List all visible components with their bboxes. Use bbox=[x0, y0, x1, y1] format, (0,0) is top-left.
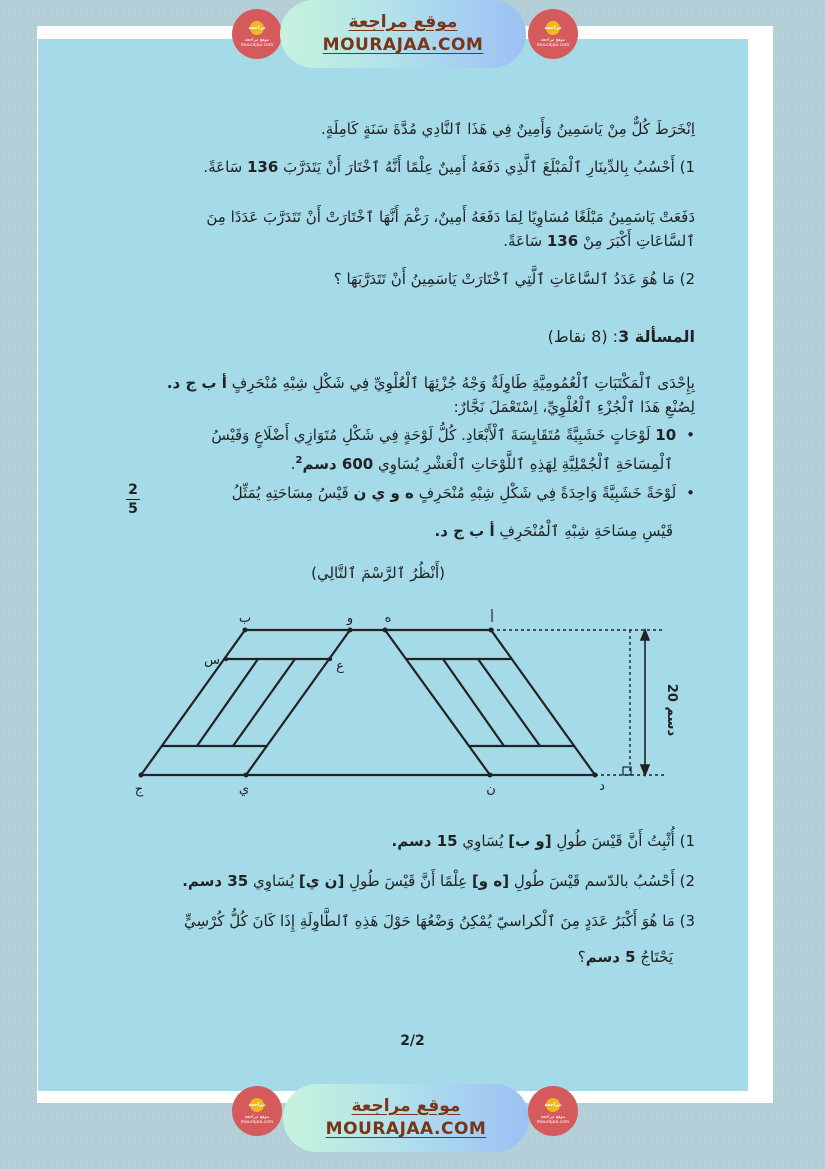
vertex-a bbox=[489, 628, 494, 633]
label-h: ه bbox=[384, 611, 392, 626]
bullet2-text2: قَيْسِ مِسَاحَةِ شِبْهِ ٱلْمُنْحَرِفِ bbox=[494, 522, 673, 540]
question-3-3-line1: 3) مَا هُوَ أَكْبَرُ عَدَدٍ مِنَ ٱلْكراسيّ يُمْكِنُ وَضْعُهَا حَوْلَ هَذِهِ ٱلطَّاوِلَةِ إِذَا كَانَ كُلُّ كُرْسِيٍّ bbox=[183, 912, 695, 930]
vertex-n bbox=[488, 773, 493, 778]
label-c: ج bbox=[134, 782, 144, 797]
small-trapezoid-name: ه و ي ن bbox=[353, 484, 414, 502]
brand-arabic: موقع مراجعة bbox=[348, 12, 458, 32]
trapezoid-name-2: أ ب ج د. bbox=[434, 522, 495, 540]
q1-text: 1) أَحْسُبُ بِالدِّينَارِ ٱلْمَبْلَغَ ٱلَّذِي دَفَعَهُ أَمِينٌ عِلْمًا أَنَّهُ ٱخْتَارَ أَنْ يَتَدَرَّبَ bbox=[278, 158, 695, 176]
paragraph-yasmine-line1: دَفَعَتْ يَاسَمِينُ مَبْلَغًا مُسَاوِيًا لِمَا دَفَعَهُ أَمِينٌ، رَغْمَ أَنَّهَا ٱخْتَارَتْ أَنْ تَتَدَرَّبَ عَدَدًا مِنَ bbox=[206, 208, 695, 226]
logo-badge-text: مراجعة bbox=[248, 24, 266, 31]
fraction-numerator: 2 bbox=[128, 482, 138, 498]
label-n: ن bbox=[486, 782, 496, 797]
q1-mid: يُسَاوِي bbox=[457, 832, 509, 850]
length-35: 35 دسم. bbox=[182, 872, 249, 890]
chair-width: 5 دسم bbox=[585, 948, 636, 966]
vertex-c bbox=[139, 773, 144, 778]
problem-points: : (8 نقاط) bbox=[547, 327, 619, 346]
logo-caption-ar: موقع مراجعة bbox=[244, 1114, 270, 1120]
total-area: 600 دسم bbox=[302, 455, 374, 473]
vertex-d bbox=[593, 773, 598, 778]
vertex-w bbox=[348, 628, 353, 633]
label-w: و bbox=[346, 611, 354, 626]
board-divider-left-2 bbox=[233, 659, 295, 746]
fraction-denominator: 5 bbox=[128, 501, 138, 517]
label-d: د bbox=[599, 779, 605, 794]
vertex-s bbox=[224, 657, 228, 661]
para-text-end: سَاعَةً. bbox=[503, 232, 547, 250]
side-bc bbox=[141, 630, 245, 775]
segment-hw: [ه و] bbox=[471, 872, 510, 890]
segment-wb: [و ب] bbox=[508, 832, 552, 850]
board-divider-right-2 bbox=[478, 659, 540, 746]
intro-text: بِإِحْدَى ٱلْمَكْتَبَاتِ ٱلْعُمُومِيَّةِ طَاوِلَةٌ وَجْهُ جُزْئِهَا ٱلْعُلْوِيِّ فِي شَكْلِ شِبْهِ مُنْحَرِفٍ bbox=[226, 374, 695, 392]
book-icon bbox=[250, 1098, 264, 1112]
brand-logo-right[interactable] bbox=[528, 1086, 578, 1136]
vertex-h bbox=[383, 628, 388, 633]
para-text: ٱلسَّاعَاتِ أَكْبَرَ مِنْ bbox=[578, 232, 695, 250]
bullet2-text-end: قَيْسُ مِسَاحَتِهِ يُمَثِّلُ bbox=[231, 484, 354, 502]
brand-latin: MOURAJAA.COM bbox=[325, 1119, 487, 1139]
logo-badge-text: مراجعة bbox=[544, 1101, 562, 1108]
see-figure-note: (أَنْظُرُ ٱلرَّسْمَ ٱلتَّالِي) bbox=[311, 564, 445, 582]
vertex-e bbox=[328, 657, 332, 661]
brand-latin: MOURAJAA.COM bbox=[322, 35, 484, 55]
logo-badge-text: مراجعة bbox=[544, 24, 562, 31]
logo-caption-en: mourajaa.com bbox=[536, 1119, 570, 1125]
board-divider-left-1 bbox=[197, 659, 258, 746]
bullet1-text: لَوْحَاتٍ خَشَبِيَّةً مُتَقَايِسَةَ ٱلْأَبْعَادِ. كُلُّ لَوْحَةٍ فِي شَكْلِ مُتَوَازِي أَضْلَاعٍ وَقَيْسُ bbox=[211, 426, 656, 444]
label-y: ي bbox=[238, 782, 250, 797]
q1-hours: 136 bbox=[246, 158, 279, 176]
book-icon bbox=[546, 1098, 560, 1112]
side-ad bbox=[491, 630, 595, 775]
side-wy bbox=[246, 630, 350, 775]
segment-ny: [ن ي] bbox=[298, 872, 345, 890]
problem-title: المسألة 3 bbox=[618, 327, 695, 346]
q3-end: ؟ bbox=[577, 948, 586, 966]
q3-text: يَحْتَاجُ bbox=[635, 948, 673, 966]
q2-text: 2) أَحْسُبُ بالدّسم قَيْسَ طُولِ bbox=[509, 872, 695, 890]
height-label: 20 دسم bbox=[664, 683, 679, 737]
period: . bbox=[290, 455, 296, 473]
logo-caption-ar: موقع مراجعة bbox=[244, 37, 270, 43]
vertex-b bbox=[243, 628, 248, 633]
board-divider-right-1 bbox=[443, 659, 504, 746]
logo-caption-en: mourajaa.com bbox=[240, 42, 274, 48]
q2-mid: عِلْمًا أَنَّ قَيْسَ طُولِ bbox=[344, 872, 472, 890]
logo-caption-ar: موقع مراجعة bbox=[540, 1114, 566, 1120]
para-hours: 136 bbox=[546, 232, 579, 250]
boards-count: 10 bbox=[655, 426, 677, 444]
length-15: 15 دسم. bbox=[391, 832, 458, 850]
q2-mid2: يُسَاوِي bbox=[248, 872, 299, 890]
brand-logo-left[interactable] bbox=[232, 1086, 282, 1136]
bullet1-text2: ٱلْمِسَاحَةِ ٱلْجُمْلِيَّةِ لِهَذِهِ ٱللَّوْحَاتِ ٱلْعَشْرِ يُسَاوِي bbox=[373, 455, 673, 473]
label-b: ب bbox=[238, 611, 252, 626]
arrow-head-up bbox=[641, 630, 649, 640]
label-e: ع bbox=[336, 659, 344, 674]
q1-text: 1) أُثْبِتُ أَنَّ قَيْسَ طُولِ bbox=[551, 832, 695, 850]
brand-arabic: موقع مراجعة bbox=[351, 1096, 461, 1116]
q1-text-end: سَاعَةً. bbox=[203, 158, 247, 176]
logo-caption-en: mourajaa.com bbox=[536, 42, 570, 48]
problem-intro-line2: لِصُنْعِ هَذَا ٱلْجُزْءِ ٱلْعُلْوِيِّ، اِسْتَعْمَلَ نَجَّارٌ: bbox=[453, 398, 695, 416]
bullet2-text: لَوْحَةً خَشَبِيَّةً وَاحِدَةً فِي شَكْلِ شِبْهِ مُنْحَرِفٍ bbox=[413, 484, 677, 502]
brand-link[interactable] bbox=[283, 1084, 529, 1152]
label-a: أ bbox=[490, 611, 494, 626]
brand-footer bbox=[0, 1082, 825, 1152]
trapezoid-name: أ ب ج د. bbox=[166, 374, 227, 392]
logo-caption bbox=[241, 1115, 273, 1125]
page-number: 2/2 bbox=[400, 1033, 425, 1049]
logo-caption bbox=[537, 1115, 569, 1125]
vertex-y bbox=[244, 773, 249, 778]
question-2-yasmine: 2) مَا هُوَ عَدَدُ ٱلسَّاعَاتِ ٱلَّتِي ٱخْتَارَتْ يَاسَمِينُ أَنْ تَتَدَرَّبَهَا ؟ bbox=[333, 270, 695, 288]
logo-caption-en: mourajaa.com bbox=[240, 1119, 274, 1125]
intro-line: اِنْخَرَطَ كُلٌّ مِنْ يَاسَمِينُ وَأَمِينٌ فِي هَذَا ٱلنَّادِي مُدَّةَ سَنَةٍ كَامِلَةٍ. bbox=[320, 120, 695, 138]
label-s: س bbox=[204, 653, 220, 668]
area-exponent: 2 bbox=[295, 455, 303, 466]
logo-badge-text: مراجعة bbox=[248, 1101, 266, 1108]
logo-caption-ar: موقع مراجعة bbox=[540, 37, 566, 43]
arrow-head-down bbox=[641, 765, 649, 775]
